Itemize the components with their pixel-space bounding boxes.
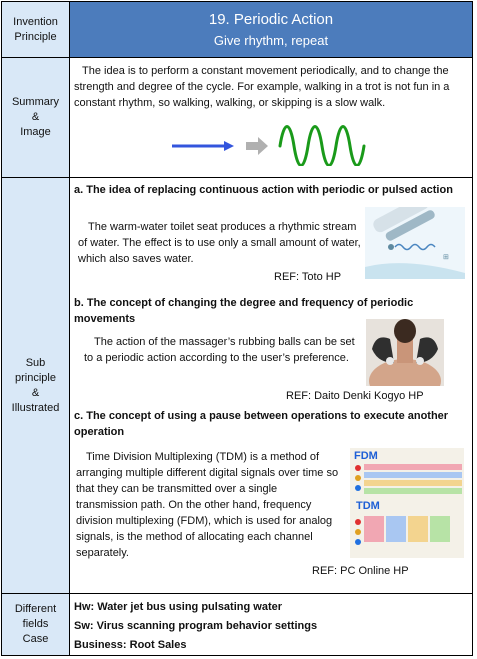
sub-c-text: Time Division Multiplexing (TDM) is a method of arranging multiple different digital signals over time so that they can be transmitted over a single transmission path. On the other hand, frequency division multiplexing (FDM), which is used for analog signals, is the method of allocating each channel separately. — [76, 451, 339, 559]
wave-icon — [280, 127, 364, 166]
sub-c-ref: REF: PC Online HP — [312, 565, 409, 577]
principle-title: 19. Periodic Action — [208, 11, 334, 28]
tdm-label: TDM — [356, 500, 380, 512]
toilet-nozzle-image — [365, 207, 465, 279]
sub-b-ref: REF: Daito Denki Kogyo HP — [286, 390, 424, 402]
sub-a-ref: REF: Toto HP — [274, 271, 342, 283]
header-label: Invention Principle — [2, 2, 70, 57]
sub-a-text: The warm-water toilet seat produces a rhythmic stream of water. The effect is to use only a small amount of water, which also saves water. — [78, 221, 361, 265]
svg-text:⊞: ⊞ — [443, 254, 449, 261]
summary-content — [70, 58, 472, 177]
case-business: Business: Root Sales — [74, 639, 187, 651]
massager-image — [366, 319, 444, 386]
fdm-label: FDM — [354, 450, 378, 462]
principle-subtitle: Give rhythm, repeat — [213, 33, 329, 48]
sub-principle-content — [70, 178, 472, 593]
card-frame — [1, 1, 473, 656]
sub-a-heading: a. The idea of replacing continuous action with periodic or pulsed action — [74, 184, 453, 196]
sub-b-heading: b. The concept of changing the degree and frequency of periodic movements — [74, 297, 414, 325]
sub-c-heading: c. The concept of using a pause between operations to execute another operation — [74, 410, 449, 438]
cases-label: Different fields Case — [2, 594, 70, 655]
gray-arrow-icon — [246, 137, 268, 155]
cases-row — [2, 594, 472, 655]
straight-arrow-icon — [172, 141, 234, 151]
cases-content — [70, 594, 472, 655]
cases-list — [74, 598, 317, 655]
sub-principle-label: Sub principle & Illustrated — [2, 178, 70, 593]
rhythm-illustration — [168, 116, 368, 166]
sub-principle-row — [2, 178, 472, 594]
sub-b-text: The action of the massager’s rubbing balls can be set to a periodic action according to the user’s preference. — [84, 336, 355, 364]
case-hardware: Hw: Water jet bus using pulsating water — [74, 601, 283, 613]
case-software: Sw: Virus scanning program behavior settings — [74, 620, 318, 632]
header-row — [2, 2, 472, 58]
header-title-block — [70, 2, 472, 57]
fdm-tdm-diagram — [350, 448, 464, 558]
summary-label: Summary & Image — [2, 58, 70, 177]
summary-row — [2, 58, 472, 178]
summary-text: The idea is to perform a constant movement periodically, and to change the strength and degree of the cycle. For example, walking in a trot is not fun in a constant rhythm, so walking, walking, or skipping is a slow walk. — [74, 65, 450, 109]
